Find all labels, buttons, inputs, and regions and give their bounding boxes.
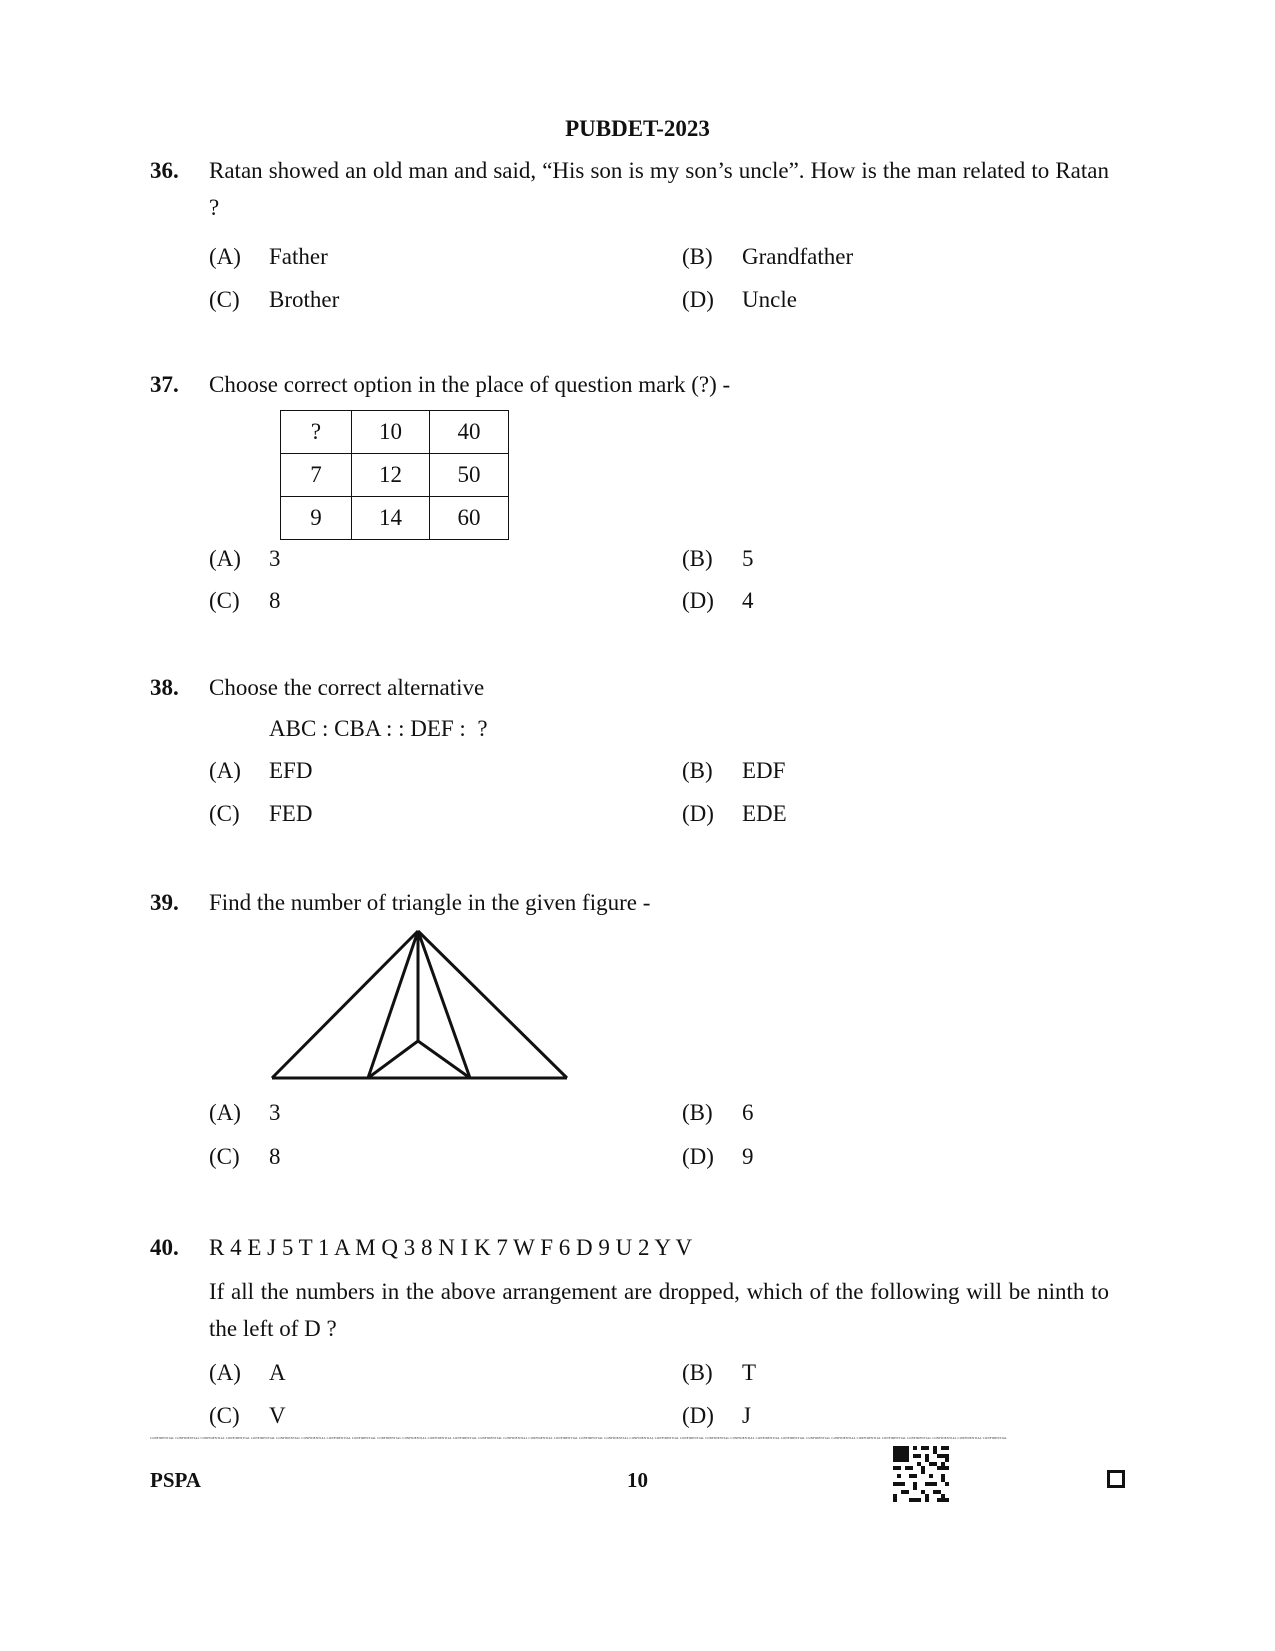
footer-page-number: 10 <box>627 1468 648 1492</box>
option-label: (A) <box>209 546 241 571</box>
footer-booklet-code: PSPA <box>150 1468 201 1492</box>
question-40-option-a[interactable] <box>209 1360 286 1386</box>
triangle-figure <box>260 925 580 1085</box>
table-row <box>281 497 509 540</box>
question-38-text: Choose the correct alternative <box>209 675 485 700</box>
question-39-number: 39. <box>150 890 179 915</box>
question-36-option-c[interactable] <box>209 287 339 313</box>
table-cell: 10 <box>352 411 430 454</box>
question-39-option-a[interactable] <box>209 1100 281 1126</box>
option-label: (A) <box>209 1100 241 1125</box>
question-37-option-a[interactable] <box>209 546 281 572</box>
option-value: EFD <box>269 758 313 783</box>
option-label: (C) <box>209 801 240 826</box>
option-value: 5 <box>742 546 754 571</box>
table-cell: 9 <box>281 497 352 540</box>
table-cell: 50 <box>430 454 509 497</box>
question-36-option-d[interactable] <box>682 287 797 313</box>
option-value: Uncle <box>742 287 797 312</box>
question-40-number: 40. <box>150 1235 179 1260</box>
square-icon <box>1107 1470 1125 1488</box>
option-value: 9 <box>742 1144 754 1169</box>
option-value: A <box>269 1360 286 1385</box>
option-label: (B) <box>682 758 713 783</box>
option-value: Grandfather <box>742 244 854 269</box>
option-label: (D) <box>682 1403 714 1428</box>
option-label: (D) <box>682 588 714 613</box>
option-value: V <box>269 1403 286 1428</box>
option-value: 4 <box>742 588 754 613</box>
figure-inner-left-edge <box>368 931 418 1078</box>
table-cell: ? <box>281 411 352 454</box>
option-value: EDF <box>742 758 786 783</box>
option-label: (D) <box>682 287 714 312</box>
question-39-option-d[interactable] <box>682 1144 754 1170</box>
option-label: (B) <box>682 244 713 269</box>
option-value: J <box>742 1403 751 1428</box>
option-label: (C) <box>209 1144 240 1169</box>
option-value: 3 <box>269 1100 281 1125</box>
question-40-sequence: R 4 E J 5 T 1 A M Q 3 8 N I K 7 W F 6 D 9 U 2 Y V <box>209 1235 693 1260</box>
question-37-option-d[interactable] <box>682 588 754 614</box>
question-38-option-c[interactable] <box>209 801 312 827</box>
option-label: (A) <box>209 1360 241 1385</box>
question-37-number: 37. <box>150 372 179 397</box>
table-row <box>281 454 509 497</box>
question-36-text: Ratan showed an old man and said, “His son is my son’s uncle”. How is the man related to Ratan ? <box>209 158 1109 220</box>
question-38-option-b[interactable] <box>682 758 785 784</box>
option-label: (A) <box>209 758 241 783</box>
option-value: 8 <box>269 588 281 613</box>
option-value: FED <box>269 801 313 826</box>
number-grid-table <box>280 410 509 540</box>
option-label: (B) <box>682 1360 713 1385</box>
question-39-option-b[interactable] <box>682 1100 754 1126</box>
option-label: (D) <box>682 1144 714 1169</box>
question-38-analogy: ABC : CBA : : DEF : ? <box>269 716 488 741</box>
qr-code-icon <box>893 1446 949 1502</box>
option-value: 6 <box>742 1100 754 1125</box>
table-cell: 7 <box>281 454 352 497</box>
question-38-option-a[interactable] <box>209 758 312 784</box>
question-40-text: If all the numbers in the above arrangement are dropped, which of the following will be ninth to the left of D ? <box>209 1279 1109 1341</box>
option-label: (D) <box>682 801 714 826</box>
question-38-option-d[interactable] <box>682 801 787 827</box>
table-cell: 14 <box>352 497 430 540</box>
option-label: (B) <box>682 546 713 571</box>
question-40-option-d[interactable] <box>682 1403 751 1429</box>
option-label: (C) <box>209 1403 240 1428</box>
option-label: (B) <box>682 1100 713 1125</box>
confidential-microtext-line: CONFIDENTIAL CONFIDENTIAL CONFIDENTIAL CONFIDENTIAL CONFIDENTIAL CONFIDENTIAL CONFIDENTIAL CONFIDENTIAL CONFIDENTIAL CONFIDENTIAL CONFIDENTIAL CONFIDENTIAL CONFIDENTIAL CONFIDENTIAL CONFIDENTIAL CONFIDENTIAL CONFIDENTIAL CONFIDENTIAL CONFIDENTIAL CONFIDENTIAL CONFIDENTIAL CONFIDENTIAL CONFIDENTIAL CONFIDENTIAL CONFIDENTIAL CONFIDENTIAL CONFIDENTIAL CONFIDENTIAL CONFIDENTIAL CONFIDENTIAL CONFIDENTIAL CONFIDENTIAL CONFIDENTIAL CONFIDENTIAL <box>150 1436 1008 1440</box>
figure-inner-right-edge <box>418 931 470 1078</box>
question-37-option-c[interactable] <box>209 588 281 614</box>
option-value: Father <box>269 244 328 269</box>
option-value: 3 <box>269 546 281 571</box>
question-40-option-b[interactable] <box>682 1360 756 1386</box>
question-38-number: 38. <box>150 675 179 700</box>
question-39-text: Find the number of triangle in the given figure - <box>209 890 651 915</box>
question-36-option-a[interactable] <box>209 244 328 270</box>
page-header-title: PUBDET-2023 <box>565 116 710 141</box>
question-36-number: 36. <box>150 158 179 183</box>
option-value: T <box>742 1360 757 1385</box>
table-cell: 60 <box>430 497 509 540</box>
option-label: (C) <box>209 588 240 613</box>
table-cell: 40 <box>430 411 509 454</box>
question-37-text: Choose correct option in the place of question mark (?) - <box>209 372 731 397</box>
question-39-option-c[interactable] <box>209 1144 281 1170</box>
option-value: Brother <box>269 287 340 312</box>
question-37-option-b[interactable] <box>682 546 754 572</box>
question-40-option-c[interactable] <box>209 1403 286 1429</box>
table-cell: 12 <box>352 454 430 497</box>
table-row <box>281 411 509 454</box>
question-36-option-b[interactable] <box>682 244 853 270</box>
option-label: (A) <box>209 244 241 269</box>
option-label: (C) <box>209 287 240 312</box>
option-value: EDE <box>742 801 787 826</box>
option-value: 8 <box>269 1144 281 1169</box>
